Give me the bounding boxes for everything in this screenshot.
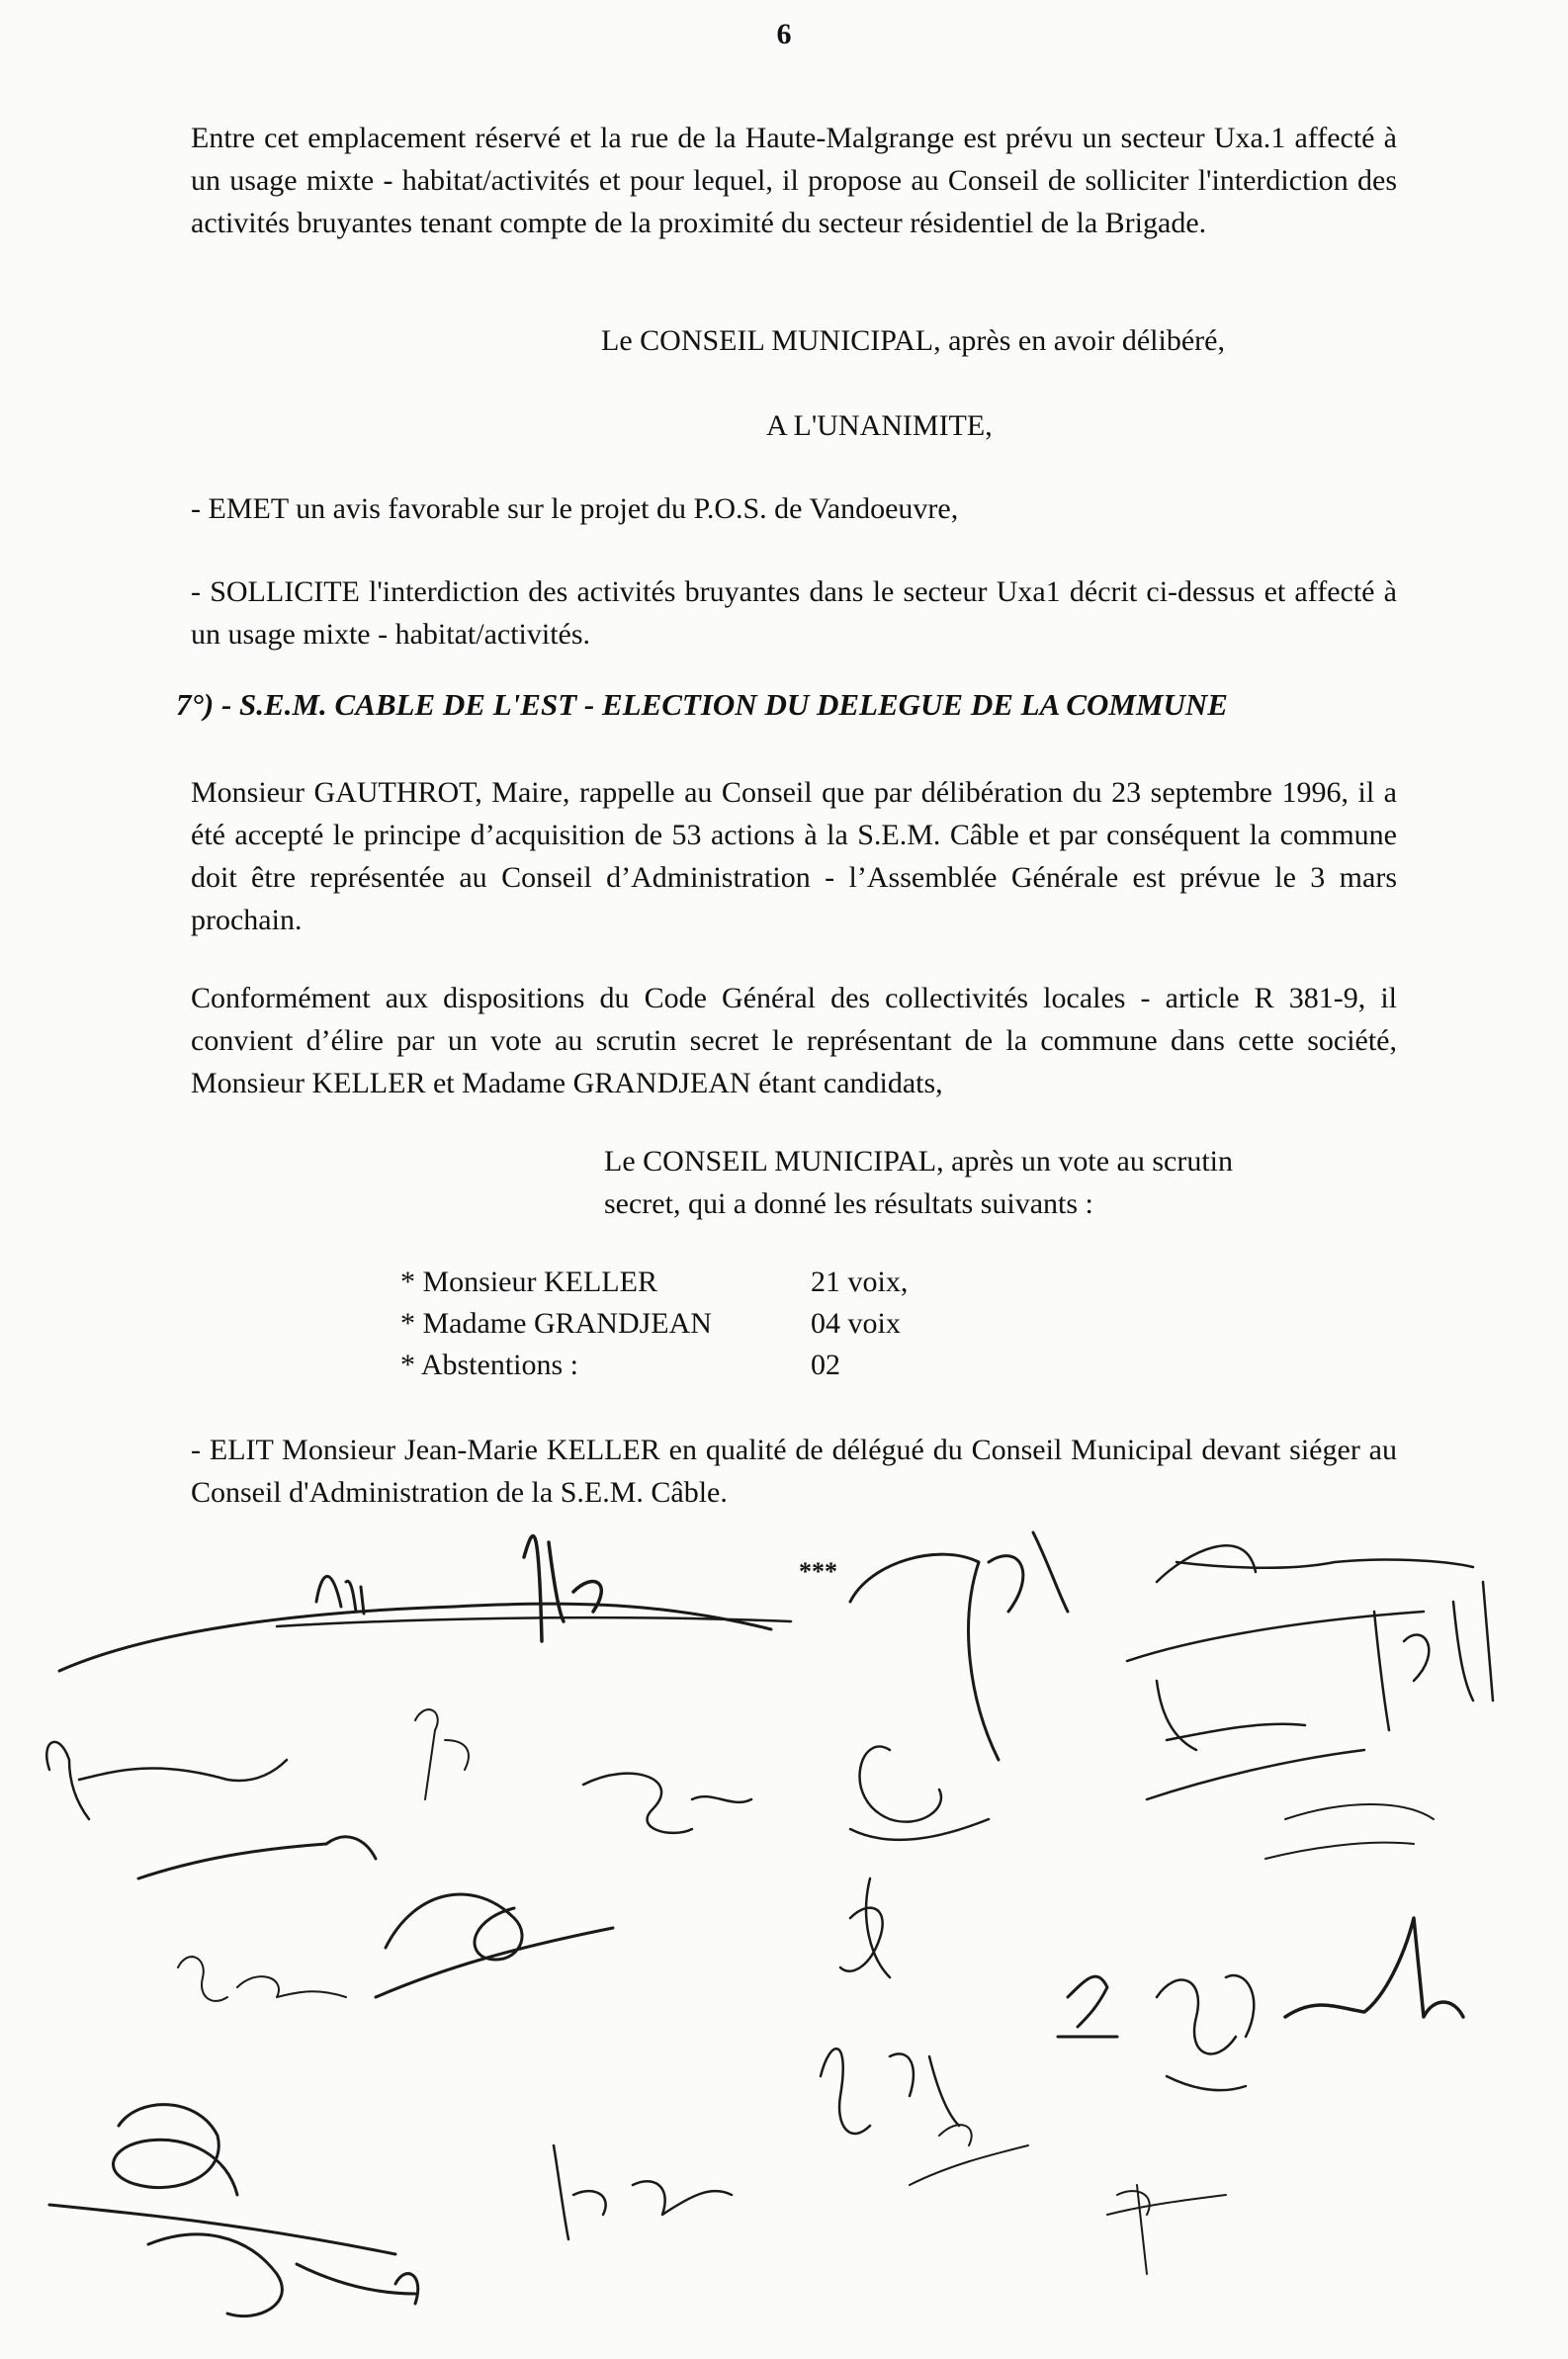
signature [46, 1742, 287, 1819]
signature [1285, 1918, 1463, 2017]
vote-row [400, 1303, 908, 1345]
decision-elit [191, 1429, 1397, 1514]
signature [1107, 2185, 1226, 2274]
paragraph-conformement [191, 977, 1397, 1104]
vote-results-table [400, 1262, 908, 1386]
signature [524, 1536, 601, 1641]
signature [850, 1746, 989, 1839]
vote-label: * Madame GRANDJEAN [400, 1307, 712, 1340]
decision-emet [191, 487, 1397, 530]
signature [415, 1709, 469, 1799]
vote-label: * Monsieur KELLER [400, 1266, 657, 1298]
signature [316, 1576, 364, 1614]
signature [850, 1532, 1068, 1760]
vote-row [400, 1262, 908, 1303]
intro-paragraph-text: Entre cet emplacement réservé et la rue de la Haute-Malgrange est prévu un secteur Uxa.1 affecté à un usage mixte - habitat/activités et pour lequel, il propose au Conseil de solliciter l'interdiction des activités bruyantes tenant compte de la proximité du secteur résidentiel de la Brigade. [191, 122, 1397, 239]
page-number: 6 [776, 18, 792, 50]
deliberation-statement-2-line2: secret, qui a donné les résultats suivants : [604, 1187, 1093, 1220]
signatures-area [0, 1503, 1568, 2359]
vote-value: 02 [811, 1349, 840, 1381]
signature [1374, 1582, 1493, 1730]
signature [1147, 1681, 1364, 1799]
signature [49, 2105, 395, 2254]
signature [1265, 1804, 1434, 1859]
signature [59, 1604, 771, 1671]
separator-stars: *** [799, 1557, 837, 1586]
signature [1127, 1545, 1473, 1661]
signature [583, 1774, 751, 1833]
signature [138, 1837, 376, 1878]
signature [178, 1957, 346, 2001]
paragraph-conformement-text: Conformément aux dispositions du Code Général des collectivités locales - article R 381-9, il convient d’élire par un vote au scrutin secret le représentant de la commune dans cette société, Monsieur KELLER et Madame GRANDJEAN étant candidats, [191, 982, 1397, 1099]
vote-value: 21 voix, [811, 1266, 909, 1298]
signature [1058, 1976, 1117, 2037]
decision-elit-text: - ELIT Monsieur Jean-Marie KELLER en qualité de délégué du Conseil Municipal devant siéger au Conseil d'Administration de la S.E.M. Câble. [191, 1434, 1397, 1509]
signature [821, 2049, 959, 2134]
vote-label: * Abstentions : [400, 1349, 579, 1381]
deliberation-statement-2-line1: Le CONSEIL MUNICIPAL, après un vote au scrutin [604, 1145, 1234, 1178]
intro-paragraph [191, 117, 1397, 244]
decision-emet-text: - EMET un avis favorable sur le projet du P.O.S. de Vandoeuvre, [191, 492, 959, 525]
deliberation-statement-1: Le CONSEIL MUNICIPAL, après en avoir délibéré, [601, 324, 1225, 357]
section-heading: 7°) - S.E.M. CABLE DE L'EST - ELECTION DU DELEGUE DE LA COMMUNE [176, 687, 1228, 722]
decision-sollicite [191, 570, 1397, 655]
decision-sollicite-text: - SOLLICITE l'interdiction des activités bruyantes dans le secteur Uxa1 décrit ci-dessus et affecté à un usage mixte - habitat/activités. [191, 575, 1397, 651]
paragraph-gauthrot-text: Monsieur GAUTHROT, Maire, rappelle au Conseil que par délibération du 23 septembre 1996, il a été accepté le principe d’acquisition de 53 actions à la S.E.M. Câble et par conséquent la commune doit être représentée au Conseil d’Administration - l’Assemblée Générale est prévue le 3 mars prochain. [191, 776, 1397, 936]
signature [277, 1617, 791, 1626]
signature [840, 1878, 890, 1977]
vote-value: 04 voix [811, 1307, 901, 1340]
unanimity-statement: A L'UNANIMITE, [766, 409, 993, 442]
paragraph-gauthrot [191, 771, 1397, 941]
signature [376, 1894, 613, 1997]
signature [1157, 1975, 1254, 2090]
signature [910, 2125, 1028, 2185]
vote-row [400, 1345, 908, 1386]
signature [148, 2234, 418, 2316]
signature [554, 2145, 732, 2239]
